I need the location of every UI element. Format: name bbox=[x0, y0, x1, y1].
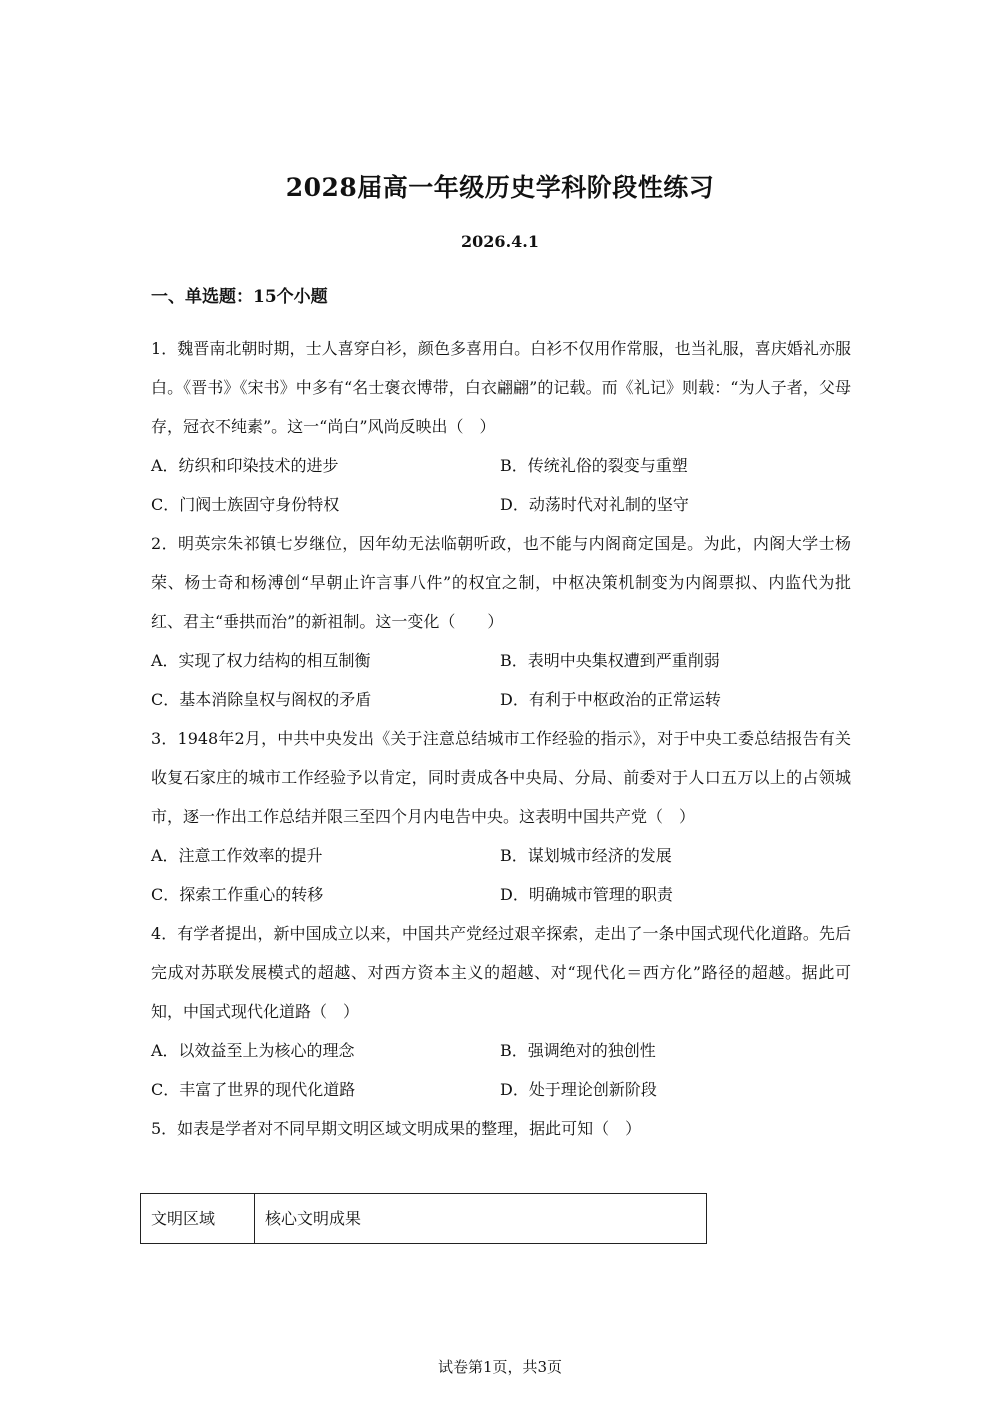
table-header-row bbox=[141, 1194, 707, 1244]
civilization-table bbox=[140, 1193, 707, 1244]
option-a[interactable]: A．以效益至上为核心的理念 bbox=[151, 1041, 355, 1060]
option-b[interactable]: B．谋划城市经济的发展 bbox=[500, 846, 672, 865]
table-header-cell: 核心文明成果 bbox=[255, 1194, 707, 1244]
section-heading: 一、单选题：15个小题 bbox=[151, 287, 328, 307]
option-a[interactable]: A．注意工作效率的提升 bbox=[151, 846, 323, 865]
option-a[interactable]: A．实现了权力结构的相互制衡 bbox=[151, 651, 371, 670]
option-c[interactable]: C．探索工作重心的转移 bbox=[151, 885, 324, 904]
question-stem: 4．有学者提出，新中国成立以来，中国共产党经过艰辛探索，走出了一条中国式现代化道路。先后完成对苏联发展模式的超越、对西方资本主义的超越、对“现代化＝西方化”路径的超越。据此可知，中国式现代化道路（ ） bbox=[151, 924, 851, 1021]
question-stem: 2．明英宗朱祁镇七岁继位，因年幼无法临朝听政，也不能与内阁商定国是。为此，内阁大学士杨荣、杨士奇和杨溥创“早朝止许言事八件”的权宜之制，中枢决策机制变为内阁票拟、内监代为批红、君主“垂拱而治”的新祖制。这一变化（ ） bbox=[151, 534, 851, 631]
exam-date: 2026.4.1 bbox=[461, 232, 539, 251]
question-stem: 3．1948年2月，中共中央发出《关于注意总结城市工作经验的指示》，对于中央工委总结报告有关收复石家庄的城市工作经验予以肯定，同时责成各中央局、分局、前委对于人口五万以上的占领城市，逐一作出工作总结并限三至四个月内电告中央。这表明中国共产党（ ） bbox=[151, 729, 851, 826]
question-options bbox=[151, 836, 851, 914]
option-b[interactable]: B．强调绝对的独创性 bbox=[500, 1041, 656, 1060]
question-stem: 5．如表是学者对不同早期文明区域文明成果的整理，据此可知（ ） bbox=[151, 1119, 642, 1138]
question-options bbox=[151, 641, 851, 719]
option-d[interactable]: D．明确城市管理的职责 bbox=[500, 885, 673, 904]
option-d[interactable]: D．动荡时代对礼制的坚守 bbox=[500, 495, 689, 514]
question-2 bbox=[151, 524, 851, 719]
option-c[interactable]: C．基本消除皇权与阁权的矛盾 bbox=[151, 690, 372, 709]
option-b[interactable]: B．表明中央集权遭到严重削弱 bbox=[500, 651, 720, 670]
page-footer: 试卷第1页，共3页 bbox=[437, 1358, 563, 1376]
question-options bbox=[151, 1031, 851, 1109]
question-1 bbox=[151, 329, 851, 524]
question-list bbox=[151, 329, 851, 1148]
option-d[interactable]: D．处于理论创新阶段 bbox=[500, 1080, 657, 1099]
option-b[interactable]: B．传统礼俗的裂变与重塑 bbox=[500, 456, 688, 475]
option-d[interactable]: D．有利于中枢政治的正常运转 bbox=[500, 690, 721, 709]
question-5 bbox=[151, 1109, 851, 1148]
question-options bbox=[151, 446, 851, 524]
exam-title: 2028届高一年级历史学科阶段性练习 bbox=[285, 173, 715, 202]
table-header-cell: 文明区域 bbox=[141, 1194, 255, 1244]
question-4 bbox=[151, 914, 851, 1109]
option-c[interactable]: C．丰富了世界的现代化道路 bbox=[151, 1080, 356, 1099]
option-c[interactable]: C．门阀士族固守身份特权 bbox=[151, 495, 340, 514]
option-a[interactable]: A．纺织和印染技术的进步 bbox=[151, 456, 339, 475]
question-3 bbox=[151, 719, 851, 914]
question-stem: 1．魏晋南北朝时期，士人喜穿白衫，颜色多喜用白。白衫不仅用作常服，也当礼服，喜庆婚礼亦服白。《晋书》《宋书》中多有“名士褒衣博带，白衣翩翩”的记载。而《礼记》则载：“为人子者，父母存，冠衣不纯素”。这一“尚白”风尚反映出（ ） bbox=[151, 339, 851, 436]
